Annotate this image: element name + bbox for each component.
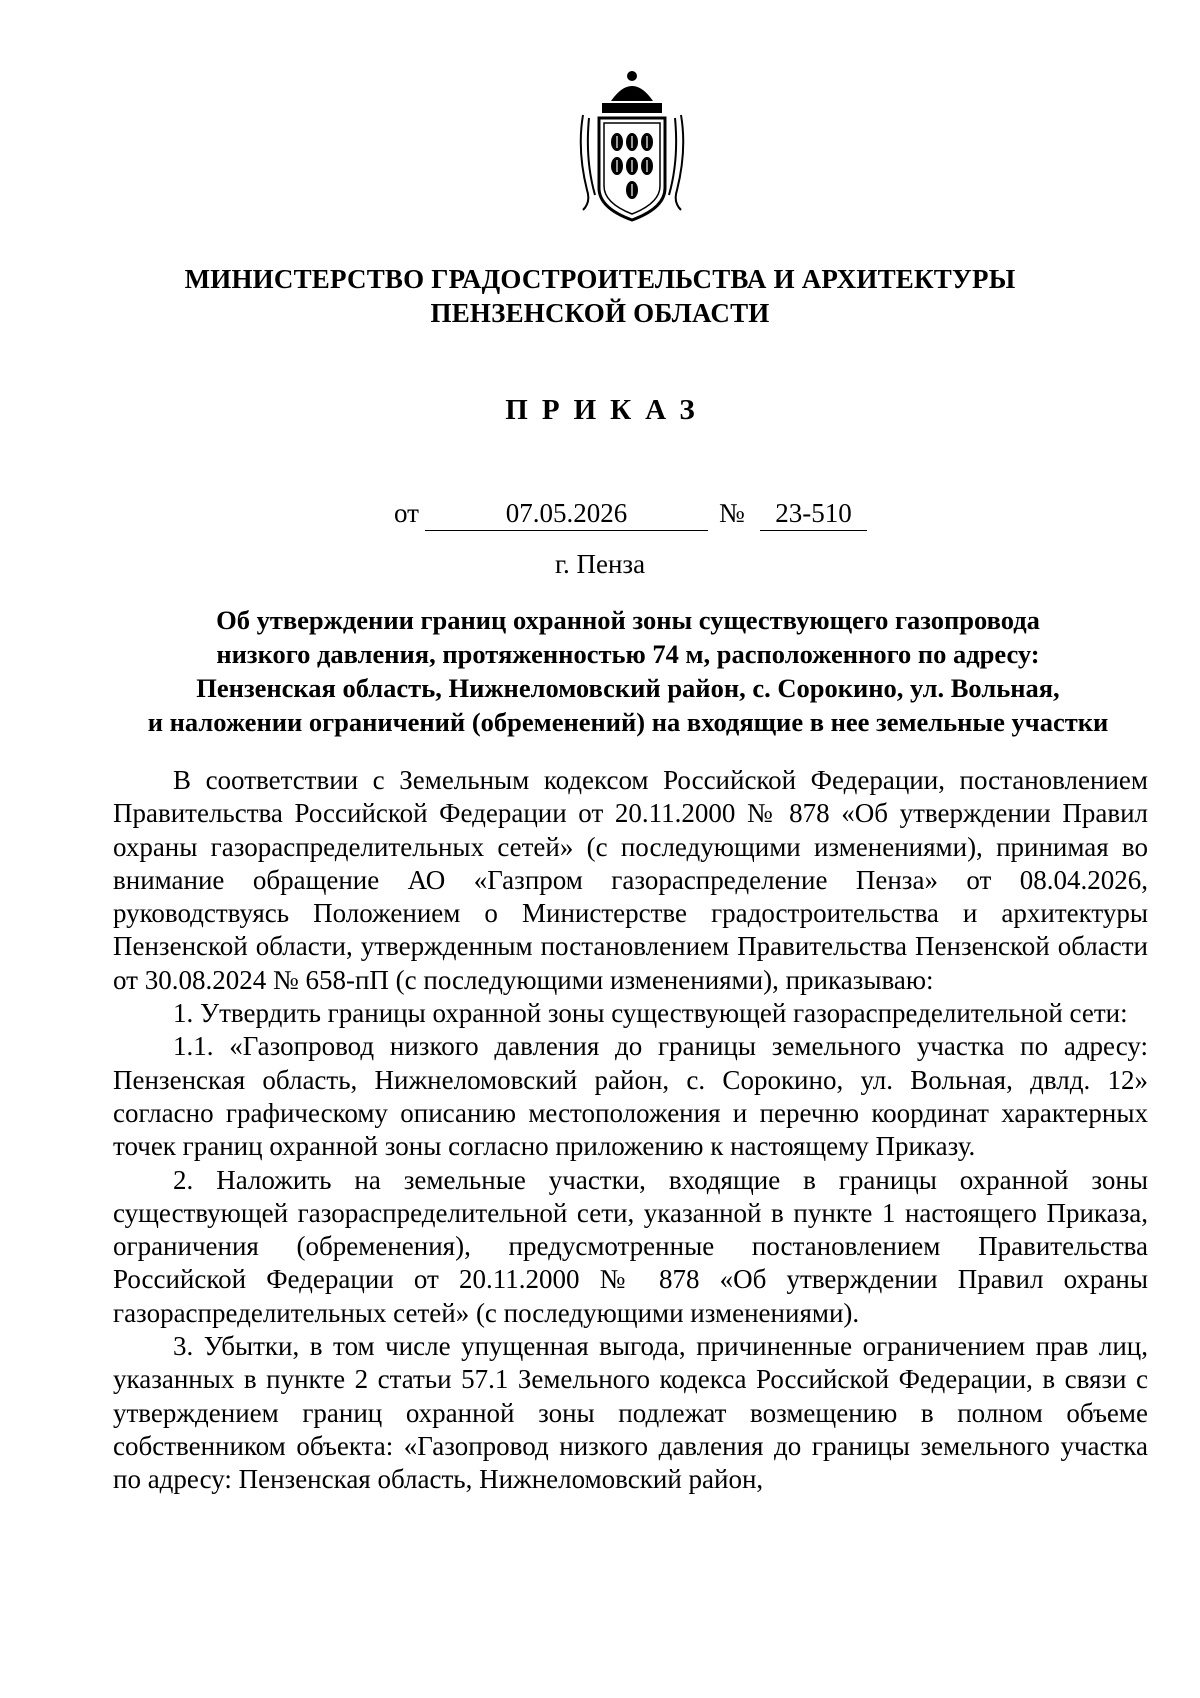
paragraph-item-2: 2. Наложить на земельные участки, входящие в границы охранной зоны существующей газораспределительной сети, указанной в пункте 1 настоящего Приказа, ограничения (обременения), предусмотренные постановлением Правительства Российской Федерации от 20.11.2000 № 878 «Об утверждении Правил охраны газораспределительных сетей» (с последующими изменениями). [113, 1164, 1148, 1328]
title-line: Об утверждении границ охранной зоны существующего газопровода [216, 605, 1040, 635]
document-title [110, 603, 1146, 739]
city: г. Пенза [554, 549, 646, 579]
ministry-name [0, 262, 1200, 330]
paragraph-item-1: 1. Утвердить границы охранной зоны существующей газораспределительной сети: [173, 998, 1128, 1029]
date-number-line [0, 498, 1200, 534]
paragraph-preamble: В соответствии с Земельным кодексом Российской Федерации, постановлением Правительства Российской Федерации от 20.11.2000 № 878 «Об утверждении Правил охраны газораспределительных сетей» (с последующими изменениями), принимая во внимание обращение АО «Газпром газораспределение Пенза» от 08.04.2026, руководствуясь Положением о Министерстве градостроительства и архитектуры Пензенской области, утвержденным постановлением Правительства Пензенской области от 30.08.2024 № 658-пП (с последующими изменениями), приказываю: [113, 765, 1148, 995]
number-label: № [719, 498, 745, 528]
ministry-name-line1: МИНИСТЕРСТВО ГРАДОСТРОИТЕЛЬСТВА И АРХИТЕКТУРЫ [184, 264, 1016, 294]
paragraph-item-1-1: 1.1. «Газопровод низкого давления до границы земельного участка по адресу: Пензенская область, Нижнеломовский район, с. Сорокино, ул. Вольная, двлд. 12» согласно графическому описанию местоположения и перечню координат характерных точек границ охранной зоны согласно приложению к настоящему Приказу. [113, 1031, 1148, 1162]
document-number: 23-510 [760, 498, 867, 531]
ministry-name-line2: ПЕНЗЕНСКОЙ ОБЛАСТИ [430, 298, 770, 328]
title-line: Пензенская область, Нижнеломовский район, с. Сорокино, ул. Вольная, [196, 673, 1060, 703]
title-line: и наложении ограничений (обременений) на входящие в нее земельные участки [147, 707, 1109, 737]
coat-of-arms-icon [573, 70, 691, 225]
date-label: от [394, 498, 419, 528]
document-type: ПРИКАЗ [505, 394, 709, 426]
paragraph-item-3: 3. Убытки, в том числе упущенная выгода, причиненные ограничением прав лиц, указанных в пункте 2 статьи 57.1 Земельного кодекса Российской Федерации, в связи с утверждением границ охранной зоны подлежат возмещению в полном объеме собственником объекта: «Газопровод низкого давления до границы земельного участка по адресу: Пензенская область, Нижнеломовский район, [113, 1331, 1148, 1495]
title-line: низкого давления, протяженностью 74 м, расположенного по адресу: [216, 639, 1040, 669]
document-body [113, 764, 1148, 1497]
document-date: 07.05.2026 [425, 498, 708, 531]
